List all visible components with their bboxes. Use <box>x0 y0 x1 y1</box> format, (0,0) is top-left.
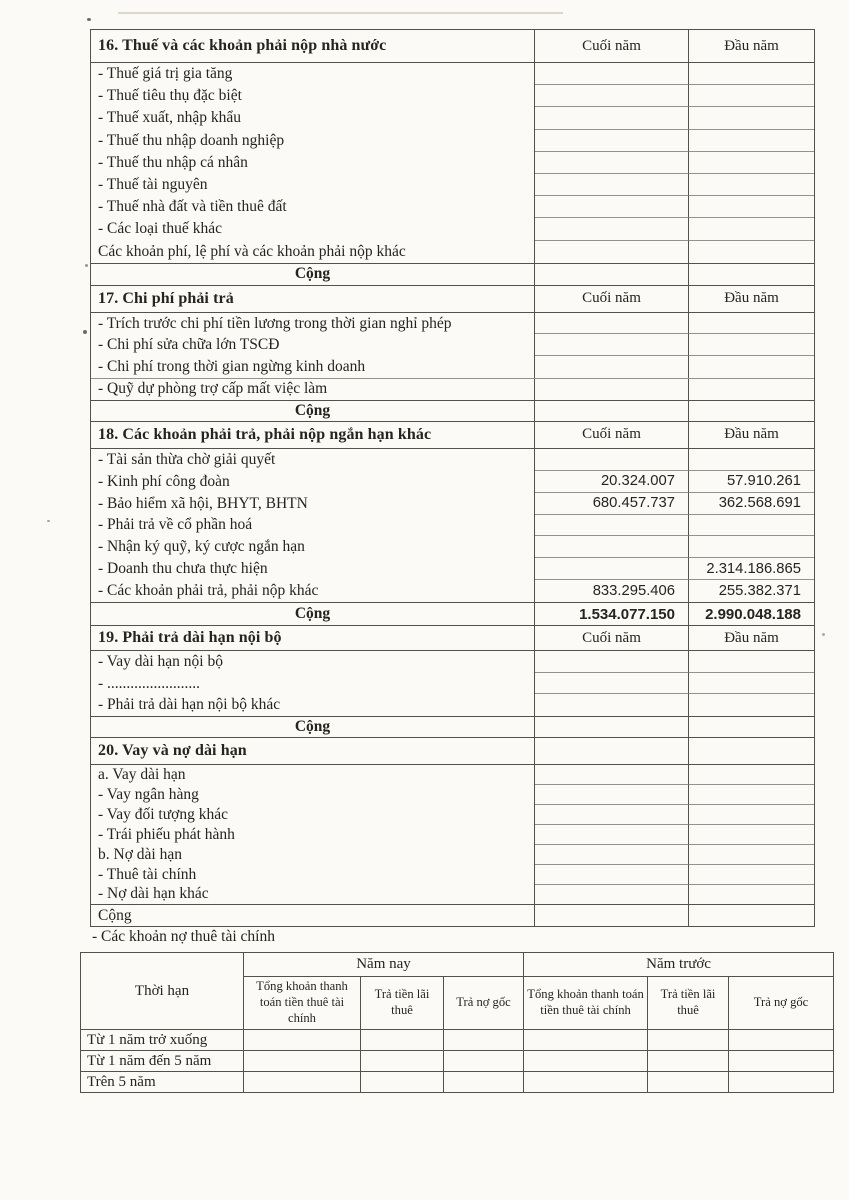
value-cell <box>689 218 814 240</box>
total-label: Cộng <box>91 905 535 926</box>
total-value-start: 2.990.048.188 <box>705 605 801 623</box>
total-row <box>91 400 814 422</box>
section-18 <box>91 422 814 626</box>
value-cell <box>689 313 814 335</box>
lease-data-row <box>81 1051 834 1072</box>
lease-subheader: Trả nợ gốc <box>444 977 524 1030</box>
value-cell <box>535 63 689 85</box>
value-cell <box>535 694 689 716</box>
value-cell <box>689 845 814 865</box>
row-label: - Thuế tiêu thụ đặc biệt <box>91 85 535 107</box>
col-header-start-of-year: Đầu năm <box>724 426 779 443</box>
table-row <box>91 130 814 152</box>
value-cell <box>689 673 814 695</box>
table-row <box>91 694 814 716</box>
value-cell <box>689 379 814 400</box>
scan-ghost-line <box>118 12 563 14</box>
lease-value-cell <box>444 1030 524 1051</box>
table-row <box>91 218 814 240</box>
value-cell <box>689 152 814 174</box>
row-label: b. Nợ dài hạn <box>91 845 535 865</box>
total-row <box>91 904 814 926</box>
col-header-start-of-year: Đầu năm <box>724 629 779 646</box>
lease-subheader: Trả nợ gốc <box>729 977 834 1030</box>
row-label: - Bảo hiểm xã hội, BHYT, BHTN <box>91 493 535 515</box>
col-header-end-of-year <box>535 738 689 764</box>
value-cell <box>535 356 689 378</box>
lease-subheader: Trả tiền lãi thuê <box>648 977 729 1030</box>
col-header-start-of-year <box>689 738 814 764</box>
scan-speck <box>85 264 88 267</box>
section-title: 20. Vay và nợ dài hạn <box>91 738 535 764</box>
row-label: a. Vay dài hạn <box>91 765 535 785</box>
total-row <box>91 263 814 286</box>
total-value-end <box>535 905 689 926</box>
section-19 <box>91 626 814 738</box>
value-cell <box>535 825 689 845</box>
table-row <box>91 536 814 558</box>
table-row <box>91 471 814 493</box>
section-17 <box>91 286 814 422</box>
row-label: - Phải trả về cổ phần hoá <box>91 515 535 537</box>
total-label: Cộng <box>91 717 535 737</box>
total-value-start <box>689 264 814 285</box>
section-title: 16. Thuế và các khoản phải nộp nhà nước <box>91 30 535 62</box>
row-label: - Quỹ dự phòng trợ cấp mất việc làm <box>91 379 535 400</box>
table-row <box>91 85 814 107</box>
value-cell <box>535 558 689 580</box>
table-row <box>91 107 814 129</box>
table-row <box>91 449 814 471</box>
value-cell <box>689 63 814 85</box>
value-cell <box>689 536 814 558</box>
row-label: - Nợ dài hạn khác <box>91 885 535 905</box>
table-row <box>91 825 814 845</box>
lease-value-cell <box>244 1072 361 1093</box>
value-cell: 255.382.371 <box>718 583 801 600</box>
row-label: - Vay đối tượng khác <box>91 805 535 825</box>
lease-subheader: Tổng khoản thanh toán tiền thuê tài chính <box>524 977 648 1030</box>
value-cell <box>689 85 814 107</box>
value-cell <box>535 379 689 400</box>
row-label: Các khoản phí, lệ phí và các khoản phải nộp khác <box>91 241 535 263</box>
value-cell <box>689 449 814 471</box>
row-label: - Thuế thu nhập cá nhân <box>91 152 535 174</box>
value-cell <box>535 130 689 152</box>
scan-speck <box>47 520 50 522</box>
value-cell <box>689 515 814 537</box>
lease-value-cell <box>524 1030 648 1051</box>
value-cell <box>689 334 814 356</box>
section-18-header <box>91 422 814 449</box>
table-row <box>91 241 814 263</box>
value-cell <box>535 805 689 825</box>
lease-value-cell <box>729 1030 834 1051</box>
table-row <box>91 558 814 580</box>
table-row <box>91 63 814 85</box>
lease-value-cell <box>648 1072 729 1093</box>
total-value-end <box>535 401 689 421</box>
scan-speck <box>87 18 91 21</box>
section-17-header <box>91 286 814 313</box>
table-row <box>91 765 814 785</box>
row-label: - Thuế tài nguyên <box>91 174 535 196</box>
lease-group-prior-year: Năm trước <box>524 953 834 977</box>
table-row <box>91 651 814 673</box>
value-cell <box>535 536 689 558</box>
section-title: 19. Phải trả dài hạn nội bộ <box>91 626 535 650</box>
table-row <box>91 334 814 356</box>
lease-data-row <box>81 1072 834 1093</box>
value-cell <box>689 241 814 263</box>
value-cell: 57.910.261 <box>689 471 814 493</box>
value-cell <box>535 174 689 196</box>
value-cell <box>535 865 689 885</box>
total-value-start <box>689 401 814 421</box>
row-label: - Thuế xuất, nhập khẩu <box>91 107 535 129</box>
table-row <box>91 378 814 400</box>
value-cell <box>689 765 814 785</box>
lease-subheader: Trả tiền lãi thuê <box>361 977 444 1030</box>
table-row <box>91 785 814 805</box>
table-row <box>91 580 814 602</box>
row-label: - Nhận ký quỹ, ký cược ngắn hạn <box>91 536 535 558</box>
total-row <box>91 716 814 738</box>
scan-speck <box>83 330 87 334</box>
table-row <box>91 845 814 865</box>
section-16-header <box>91 30 814 63</box>
row-label: - Thuế nhà đất và tiền thuê đất <box>91 196 535 218</box>
col-header-end-of-year: Cuối năm <box>535 626 689 650</box>
value-cell: 20.324.007 <box>535 471 689 493</box>
table-row <box>91 515 814 537</box>
row-label: - Thuê tài chính <box>91 865 535 885</box>
value-cell <box>535 449 689 471</box>
notes-table <box>90 29 815 927</box>
value-cell: 2.314.186.865 <box>689 558 814 580</box>
value-cell <box>689 174 814 196</box>
finance-lease-table <box>80 952 834 1093</box>
row-label: - Trích trước chi phí tiền lương trong thời gian nghỉ phép <box>91 313 535 335</box>
table-row <box>91 673 814 695</box>
total-label: Cộng <box>91 264 535 285</box>
total-value-end: 1.534.077.150 <box>535 603 689 625</box>
value-cell <box>689 694 814 716</box>
value-cell: 680.457.737 <box>535 493 689 515</box>
table-row <box>91 313 814 335</box>
value-cell <box>535 673 689 695</box>
col-header-start-of-year: Đầu năm <box>724 290 779 307</box>
row-label: - Trái phiếu phát hành <box>91 825 535 845</box>
lease-value-cell <box>444 1072 524 1093</box>
lease-data-row <box>81 1030 834 1051</box>
value-cell <box>535 334 689 356</box>
total-value-start <box>689 717 814 737</box>
lease-value-cell <box>244 1030 361 1051</box>
table-row <box>91 174 814 196</box>
table-row <box>91 805 814 825</box>
row-label: - Chi phí sửa chữa lớn TSCĐ <box>91 334 535 356</box>
value-cell <box>535 515 689 537</box>
total-label: Cộng <box>91 401 535 421</box>
lease-value-cell <box>361 1051 444 1072</box>
section-16 <box>91 30 814 286</box>
col-header-end-of-year: Cuối năm <box>535 422 689 448</box>
section-20-header <box>91 738 814 765</box>
section-19-header <box>91 626 814 651</box>
value-cell <box>689 785 814 805</box>
total-label: Cộng <box>91 603 535 625</box>
section-title: 17. Chi phí phải trả <box>91 286 535 312</box>
table-row <box>91 152 814 174</box>
value-cell <box>689 356 814 378</box>
row-label: - Tài sản thừa chờ giải quyết <box>91 449 535 471</box>
lease-header-row-1 <box>81 953 834 977</box>
row-label: - Vay ngân hàng <box>91 785 535 805</box>
value-cell <box>535 785 689 805</box>
value-cell <box>535 885 689 905</box>
scan-speck <box>822 633 825 636</box>
value-cell <box>535 196 689 218</box>
value-cell <box>535 845 689 865</box>
lease-value-cell <box>729 1072 834 1093</box>
lease-value-cell <box>524 1072 648 1093</box>
value-cell <box>689 865 814 885</box>
col-header-start-of-year: Đầu năm <box>724 37 779 54</box>
total-value-end <box>535 264 689 285</box>
table-row <box>91 493 814 515</box>
total-row <box>91 602 814 626</box>
value-cell: 833.295.406 <box>535 580 689 602</box>
row-label: - Vay dài hạn nội bộ <box>91 651 535 673</box>
value-cell <box>689 196 814 218</box>
lease-value-cell <box>361 1030 444 1051</box>
lease-subheader: Tổng khoản thanh toán tiền thuê tài chính <box>244 977 361 1030</box>
lease-value-cell <box>444 1051 524 1072</box>
section-title: 18. Các khoản phải trả, phải nộp ngắn hạn khác <box>91 422 535 448</box>
lease-period-label: Từ 1 năm đến 5 năm <box>81 1051 244 1072</box>
row-label: - Thuế giá trị gia tăng <box>91 63 535 85</box>
section-20 <box>91 738 814 926</box>
value-cell <box>689 130 814 152</box>
row-label: - Chi phí trong thời gian ngừng kinh doanh <box>91 356 535 378</box>
value-cell <box>535 241 689 263</box>
table-row <box>91 356 814 378</box>
value-cell <box>689 825 814 845</box>
value-cell: 362.568.691 <box>689 493 814 515</box>
value-cell <box>535 218 689 240</box>
value-cell <box>689 651 814 673</box>
value-cell <box>535 107 689 129</box>
value-cell <box>535 765 689 785</box>
lease-group-current-year: Năm nay <box>244 953 524 977</box>
table-row <box>91 196 814 218</box>
value-cell <box>535 85 689 107</box>
value-cell <box>535 152 689 174</box>
lease-value-cell <box>524 1051 648 1072</box>
row-label: - Thuế thu nhập doanh nghiệp <box>91 130 535 152</box>
col-header-end-of-year: Cuối năm <box>535 30 689 62</box>
lease-value-cell <box>648 1051 729 1072</box>
row-label: - Phải trả dài hạn nội bộ khác <box>91 694 535 716</box>
col-header-end-of-year: Cuối năm <box>535 286 689 312</box>
total-value-end <box>535 717 689 737</box>
lease-period-label: Từ 1 năm trở xuống <box>81 1030 244 1051</box>
lease-period-header: Thời hạn <box>81 953 244 1030</box>
row-label: - Các loại thuế khác <box>91 218 535 240</box>
table-row <box>91 885 814 905</box>
row-label: - Kinh phí công đoàn <box>91 471 535 493</box>
lease-value-cell <box>361 1072 444 1093</box>
value-cell <box>689 107 814 129</box>
lease-value-cell <box>729 1051 834 1072</box>
total-value-start <box>689 905 814 926</box>
value-cell <box>535 313 689 335</box>
row-label: - Doanh thu chưa thực hiện <box>91 558 535 580</box>
row-label: - ........................ <box>91 673 535 695</box>
value-cell <box>535 651 689 673</box>
value-cell <box>689 885 814 905</box>
row-label: - Các khoản phải trả, phải nộp khác <box>91 580 535 602</box>
lease-note-label: - Các khoản nợ thuê tài chính <box>92 928 275 945</box>
lease-value-cell <box>244 1051 361 1072</box>
table-row <box>91 865 814 885</box>
lease-period-label: Trên 5 năm <box>81 1072 244 1093</box>
lease-value-cell <box>648 1030 729 1051</box>
value-cell <box>689 805 814 825</box>
